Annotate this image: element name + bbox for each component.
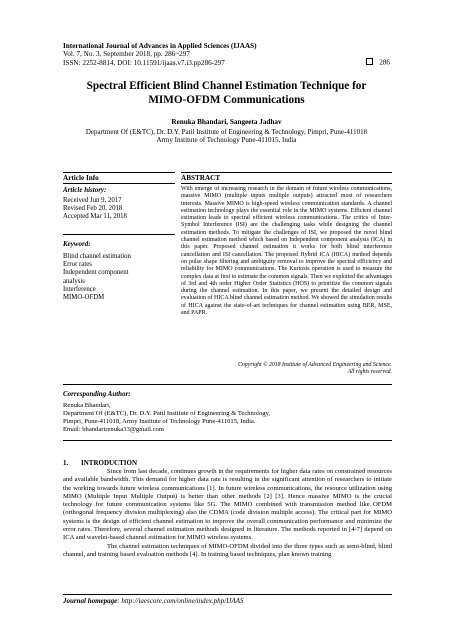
keyword-item: Interference [63,285,96,293]
keyword-item: MIMO-OFDM [63,294,105,302]
affiliation-line2: Army Institute of Technology Pune-411015, India [156,136,297,145]
section-title: INTRODUCTION [81,459,138,467]
abstract-heading: ABSTRACT [181,172,392,184]
divider [63,594,392,595]
article-info-heading: Article Info [63,172,175,184]
square-icon [366,58,373,65]
page-number-box [366,58,390,67]
article-history [63,197,127,222]
history-accepted: Accepted Mar 11, 2018 [63,213,127,221]
keyword-item: Error rates [63,261,92,269]
keyword-label: Keyword: [63,240,91,248]
corresponding-name: Renuka Bhandari, [63,402,111,409]
paper-title-line2: MIMO-OFDM Communications [148,93,305,106]
copyright-line2: All rights reserved. [347,369,392,375]
corresponding-line2: Pimpri, Pune-411018, Army Institute of Technology Pune-411015, India. [63,418,256,425]
divider [63,440,392,441]
corresponding-author [63,402,392,434]
journal-issn: ISSN: 2252-8814, DOI: 10.11591/ijaas.v7.i3.pp286-297 [63,58,225,67]
keyword-item: Blind channel estimation [63,253,131,260]
history-label: Article history: [63,186,107,194]
divider [63,234,175,235]
keyword-item: Independent component [63,269,129,277]
footer-label: Journal homepage [63,597,118,605]
body-paragraph: Since from last decade, continues growth in the requirements for higher data rates on constrained resources and available bandwidth. This demand for higher data rate is resulting in the significant attention of researchers to initiate the working towards future wireless communications [1]. In future wireless communications, the resource utilization using MIMO (Multiple Input Multiple Output) is better than other methods [2] [3]. Hence massive MIMO is the crucial technology for future communication systems like 5G. The MIMO combined with transmission method like OFDM (orthogonal frequency division multiplexing) also the CDMA (code division multiple access). The critical part for MIMO systems is the design of efficient channel estimation to improve the overall communication performance and minimize the error rates. Therefore, several channel estimation methods designed in literature. The methods reported in [4-7] depend on ICA and wavelet-based channel estimation for MIMO wireless systems. [63,468,392,542]
keyword-list [63,253,131,302]
history-received: Received Jun 9, 2017 [63,197,122,204]
copyright-line1: Copyright © 2018 Institute of Advanced Engineering and Science. [238,362,392,368]
corresponding-email: Email: bhandarirenuka33@gmail.com [63,426,164,433]
section-heading [63,459,137,467]
keyword-item: analysis [63,277,85,285]
paper-title-line1: Spectral Efficient Blind Channel Estimation Technique for [86,80,367,92]
footer-url: : http://iaescore.com/online/index.php/IJAAS [117,597,244,605]
copyright [181,362,392,376]
divider [63,384,392,385]
journal-header [63,42,393,67]
page-number: 286 [379,58,390,67]
journal-footer [63,597,244,605]
affiliation [63,128,390,144]
authors: Renuka Bhandari, Sangeeta Jadhav [171,118,282,126]
abstract-text: With emerge of increasing research in the domain of future wireless communications, massive MIMO (multiple inputs multiple outputs) attracted most of researchers interests. Massive MIMO is high-speed wireless communication standards. A channel estimation technology plays the essential role in the MIMO systems. Efficient channel estimation leads to spectral efficient wireless communications. The critics of Inter-Symbol Interference (ISI) are the challenging tasks while designing the channel estimation methods. To mitigate the challenges of ISI, we proposed the novel blind channel estimation method which based on Independent component analysis (ICA) in this paper. Proposed channel estimation it works for both blind interference cancellation and ISI cancellation. The proposed Hybrid ICA (HICA) method depends on pulse shape filtering and ambiguity removal to improve the spectral efficiency and reliability for MIMO communications. The Kurtosis operation is used to measure the complex data at first to estimate the common signals. Then we exploited the advantages of 3rd and 4th order Higher Order Statistics (HOS) to prioritize the common signals during the channel estimation. In this paper, we present the detailed design and evaluation of HICA blind channel estimation method. We showed the simulation results of HICA against the state-of-art techniques for channel estimation using BER, MSE, and PAPR. [181,186,392,317]
paper-title [63,80,390,107]
corresponding-author-label: Corresponding Author: [63,390,131,398]
journal-volume: Vol. 7, No. 3, September 2018, pp. 286~297 [63,50,190,59]
section-body [63,468,392,559]
corresponding-line1: Department Of (E&TC), Dr. D.Y. Patil Institute of Engineering & Technology, [63,410,271,417]
body-paragraph: The channel estimation techniques of MIMO-OFDM divided into the three types such as semi-blind, blind channel, and training based evaluation methods [4]. In training based techniques, plan known training [63,542,392,558]
affiliation-line1: Department Of (E&TC), Dr. D.Y. Patil Institute of Engineering & Technology, Pimpri, Pune-411018 [85,128,368,136]
abstract-body [181,186,392,317]
journal-name: International Journal of Advances in Applied Sciences (IJAAS) [63,42,257,50]
history-revised: Revised Feb 20, 2018 [63,205,123,213]
section-number: 1. [63,459,69,467]
